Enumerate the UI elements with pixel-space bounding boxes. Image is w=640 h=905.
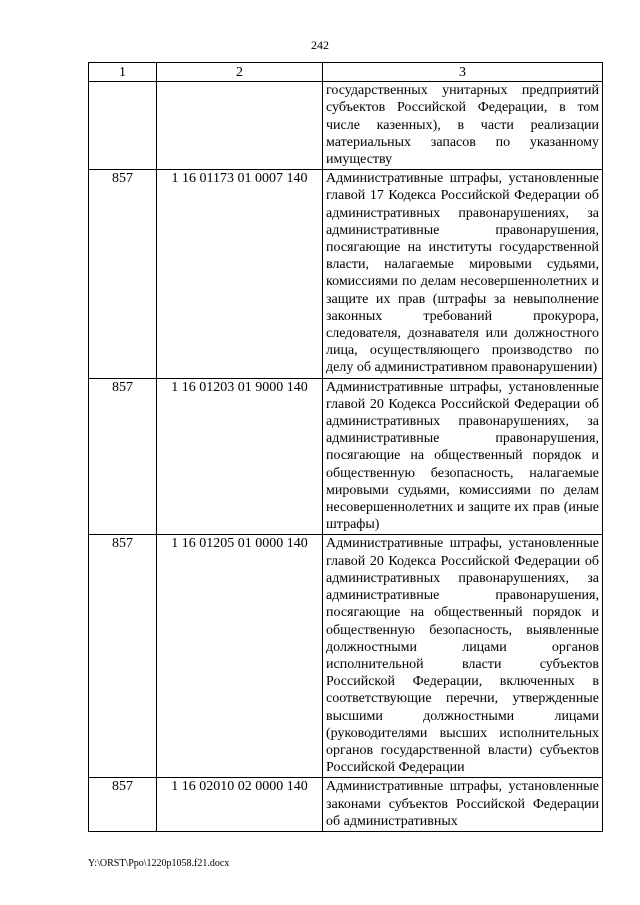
revenue-code-cell: 1 16 02010 02 0000 140 [157,778,323,832]
description-cell: Административные штрафы, установленные главой 17 Кодекса Российской Федерации об административных правонарушениях, за административные правонарушения, посягающие на институты государственной власти, налагаемые мировыми судьями, комиссиями по делам несовершеннолетних и защите их прав (штрафы за невыполнение законных требований прокурора, следователя, дознавателя или должностного лица, осуществляющего производство по делу об административном правонарушении) [323,170,603,378]
column-header-2: 2 [157,63,323,82]
page-number: 242 [311,38,329,52]
revenue-code-cell: 1 16 01173 01 0007 140 [157,170,323,378]
admin-code-cell [89,82,157,170]
description-cell: Административные штрафы, установленные главой 20 Кодекса Российской Федерации об административных правонарушениях, за административные правонарушения, посягающие на общественный порядок и общественную безопасность, выявленные должностными лицами органов исполнительной власти субъектов Российской Федерации, включенных в соответствующие перечни, утвержденные высшими должностными лицами (руководителями высших исполнительных органов государственной власти) субъектов Российской Федерации [323,535,603,778]
table-row [89,778,603,832]
column-header-3: 3 [323,63,603,82]
revenue-code-cell: 1 16 01205 01 0000 140 [157,535,323,778]
admin-code-cell: 857 [89,378,157,535]
table-row [89,170,603,378]
column-header-1: 1 [89,63,157,82]
description-cell: Административные штрафы, установленные законами субъектов Российской Федерации об административных [323,778,603,832]
revenue-codes-table [88,62,603,832]
admin-code-cell: 857 [89,778,157,832]
revenue-code-cell [157,82,323,170]
file-path-footer: Y:\ORST\Ppo\1220p1058.f21.docx [88,858,230,869]
revenue-code-cell: 1 16 01203 01 9000 140 [157,378,323,535]
table-row-continuation [89,82,603,170]
table-header-row [89,63,603,82]
table-row [89,535,603,778]
description-cell: государственных унитарных предприятий субъектов Российской Федерации, в том числе казенных), в части реализации материальных запасов по указанному имуществу [323,82,603,170]
admin-code-cell: 857 [89,535,157,778]
description-cell: Административные штрафы, установленные главой 20 Кодекса Российской Федерации об административных правонарушениях, за административные правонарушения, посягающие на общественный порядок и общественную безопасность, налагаемые мировыми судьями, комиссиями по делам несовершеннолетних и защите их прав (иные штрафы) [323,378,603,535]
table-row [89,378,603,535]
admin-code-cell: 857 [89,170,157,378]
